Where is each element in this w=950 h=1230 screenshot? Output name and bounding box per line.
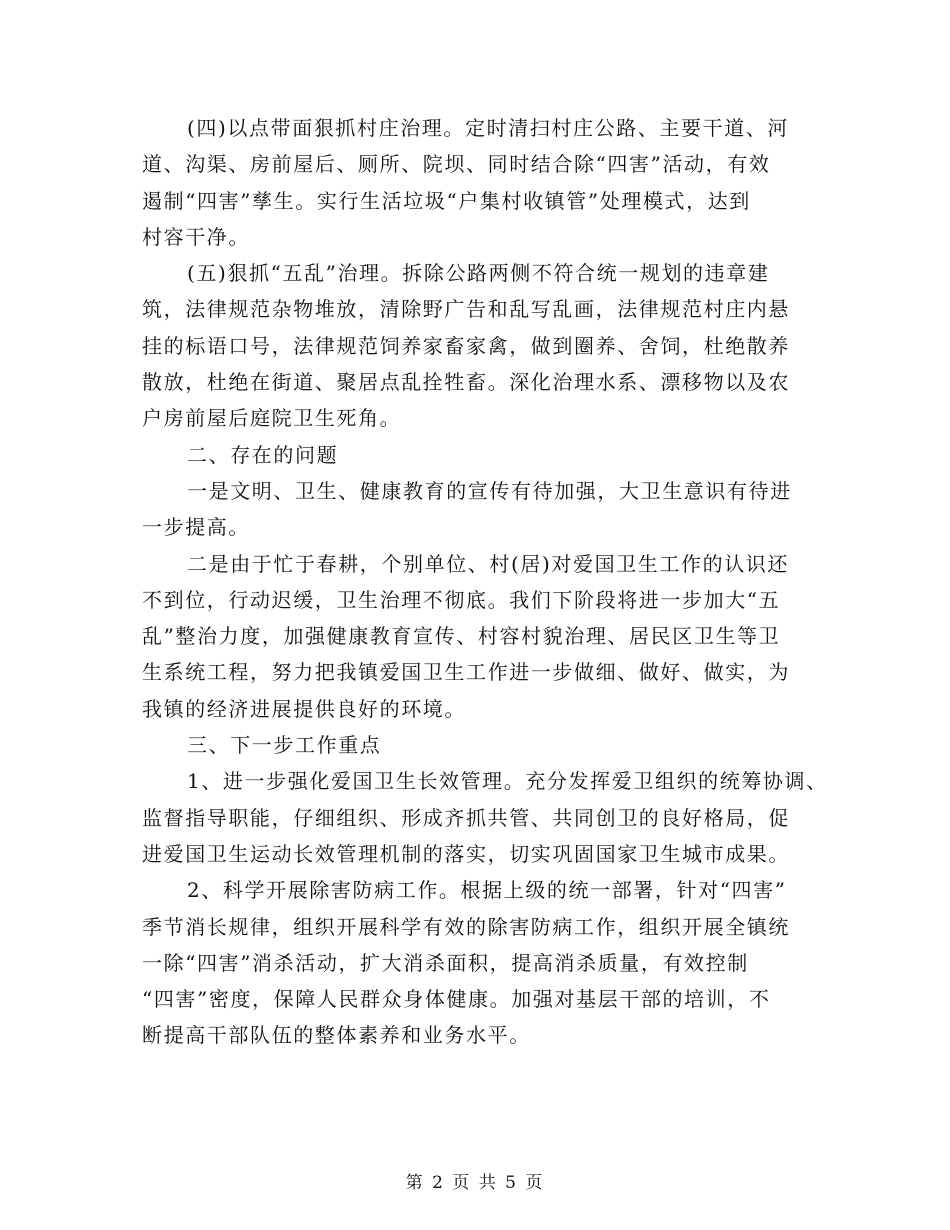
paragraph-line: 二是由于忙于春耕，个别单位、村(居)对爱国卫生工作的认识还 (187, 551, 790, 576)
paragraph-line: 道、沟渠、房前屋后、厕所、院坝、同时结合除“四害”活动，有效 (142, 152, 771, 177)
paragraph-line: 挂的标语口号，法律规范饲养家畜家禽，做到圈养、舍饲，杜绝散养 (142, 333, 790, 358)
section-heading: 二、存在的问题 (187, 442, 339, 467)
paragraph-line: “四害”密度，保障人民群众身体健康。加强对基层干部的培训，不 (142, 987, 771, 1012)
paragraph-line: 生系统工程，努力把我镇爱国卫生工作进一步做细、做好、做实，为 (142, 660, 790, 685)
paragraph-line: 筑，法律规范杂物堆放，清除野广告和乱写乱画，法律规范村庄内悬 (142, 297, 790, 322)
paragraph-line: 2、科学开展除害防病工作。根据上级的统一部署，针对“四害” (187, 878, 787, 903)
paragraph-line: 村容干净。 (142, 224, 250, 249)
paragraph-line: 1、进一步强化爱国卫生长效管理。充分发挥爱卫组织的统筹协调、 (187, 769, 828, 794)
paragraph-line: 户房前屋后庭院卫生死角。 (142, 406, 402, 431)
paragraph-line: 季节消长规律，组织开展科学有效的除害防病工作，组织开展全镇统 (142, 914, 790, 939)
paragraph-line: 不到位，行动迟缓，卫生治理不彻底。我们下阶段将进一步加大“五 (142, 587, 781, 612)
paragraph-line: 遏制“四害”孳生。实行生活垃圾“户集村收镇管”处理模式，达到 (142, 188, 751, 213)
page-number-footer: 第 2 页 共 5 页 (405, 1173, 545, 1193)
paragraph-line: 乱”整治力度，加强健康教育宣传、村容村貌治理、居民区卫生等卫 (142, 624, 781, 649)
paragraph-line: 一是文明、卫生、健康教育的宣传有待加强，大卫生意识有待进 (187, 478, 792, 503)
paragraph-line: 进爱国卫生运动长效管理机制的落实，切实巩固国家卫生城市成果。 (142, 841, 790, 866)
paragraph-line: 散放，杜绝在街道、聚居点乱拴牲畜。深化治理水系、漂移物以及农 (142, 370, 790, 395)
paragraph-line: (四)以点带面狠抓村庄治理。定时清扫村庄公路、主要干道、河 (187, 116, 790, 140)
body-text (142, 110, 828, 1054)
paragraph-line: 监督指导职能，仔细组织、形成齐抓共管、共同创卫的良好格局，促 (142, 805, 790, 830)
paragraph-line: 一除“四害”消杀活动，扩大消杀面积，提高消杀质量，有效控制 (142, 950, 749, 975)
paragraph-line: 断提高干部队伍的整体素养和业务水平。 (142, 1023, 531, 1048)
paragraph-line: 一步提高。 (142, 515, 250, 540)
paragraph-line: 我镇的经济进展提供良好的环境。 (142, 696, 466, 721)
paragraph-line: (五)狠抓“五乱”治理。拆除公路两侧不符合统一规划的违章建 (187, 261, 770, 286)
section-heading: 三、下一步工作重点 (187, 733, 382, 758)
